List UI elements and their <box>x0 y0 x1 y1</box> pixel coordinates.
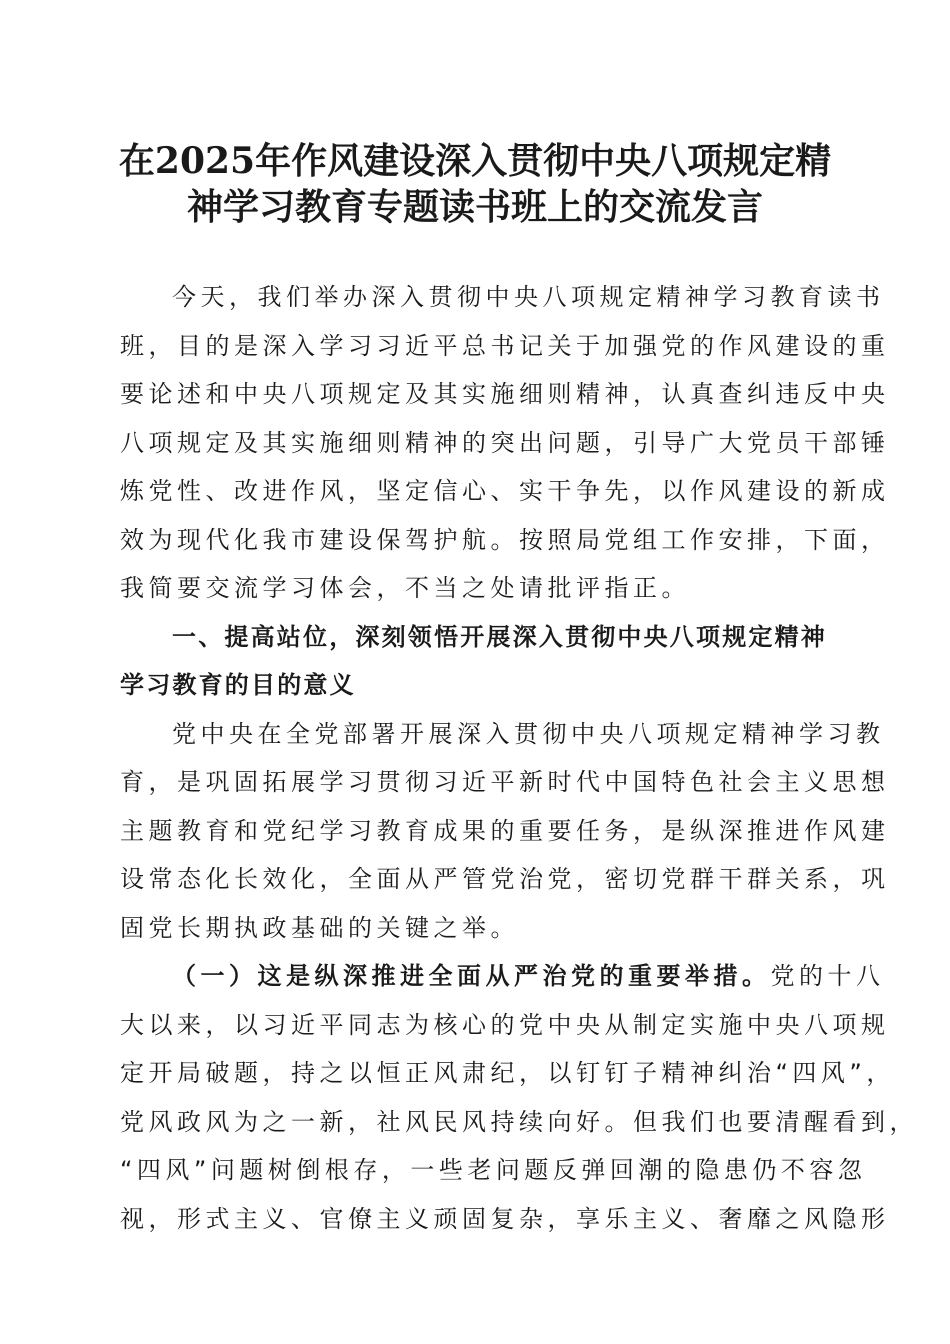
paragraph-line: 今天，我们举办深入贯彻中央八项规定精神学习教育读书 <box>172 283 885 311</box>
document-body <box>120 273 918 1243</box>
section-1-paragraph <box>120 710 890 953</box>
paragraph-line: 主题教育和党纪学习教育成果的重要任务，是纵深推进作风建 <box>120 816 890 845</box>
paragraph-line: “四风”问题树倒根存，一些老问题反弹回潮的隐患仍不容忽 <box>120 1156 867 1184</box>
paragraph-line: 设常态化长效化，全面从严管党治党，密切党群干群关系，巩 <box>120 865 890 893</box>
document-title <box>110 138 840 230</box>
title-line-1: 在2025年作风建设深入贯彻中央八项规定精 <box>118 140 832 182</box>
paragraph-line: 视，形式主义、官僚主义顽固复杂，享乐主义、奢靡之风隐形 <box>120 1204 890 1233</box>
section-1-heading <box>120 613 832 710</box>
paragraph-line: 固党长期执政基础的关键之举。 <box>120 913 519 942</box>
heading-line: 一、提高站位，深刻领悟开展深入贯彻中央八项规定精神 <box>172 622 827 651</box>
subsection-1-paragraph <box>120 952 918 1243</box>
title-line-2: 神学习教育专题读书班上的交流发言 <box>186 186 763 228</box>
paragraph-line <box>120 952 885 1001</box>
paragraph-line: 八项规定及其实施细则精神的突出问题，引导广大党员干部锤 <box>120 428 890 457</box>
paragraph-line: 育，是巩固拓展学习贯彻习近平新时代中国特色社会主义思想 <box>120 768 890 796</box>
paragraph-line: 要论述和中央八项规定及其实施细则精神，认真查纠违反中央 <box>120 380 890 408</box>
intro-paragraph <box>120 273 890 613</box>
paragraph-line: 大以来，以习近平同志为核心的党中央从制定实施中央八项规 <box>120 1010 890 1039</box>
paragraph-line: 党中央在全党部署开展深入贯彻中央八项规定精神学习教 <box>172 719 885 748</box>
paragraph-line: 炼党性、改进作风，坚定信心、实干争先，以作风建设的新成 <box>120 477 890 505</box>
subsection-1-text: 党的十八 <box>770 962 885 990</box>
heading-line: 学习教育的目的意义 <box>120 671 356 699</box>
paragraph-line: 定开局破题，持之以恒正风肃纪，以钉钉子精神纠治“四风”， <box>120 1059 895 1087</box>
paragraph-line: 党风政风为之一新，社风民风持续向好。但我们也要清醒看到， <box>120 1107 918 1136</box>
subsection-1-heading: （一）这是纵深推进全面从严治党的重要举措。 <box>172 962 771 990</box>
paragraph-line: 效为现代化我市建设保驾护航。按照局党组工作安排，下面， <box>120 525 890 554</box>
paragraph-line: 我简要交流学习体会，不当之处请批评指正。 <box>120 574 690 602</box>
paragraph-line: 班，目的是深入学习习近平总书记关于加强党的作风建设的重 <box>120 331 890 360</box>
